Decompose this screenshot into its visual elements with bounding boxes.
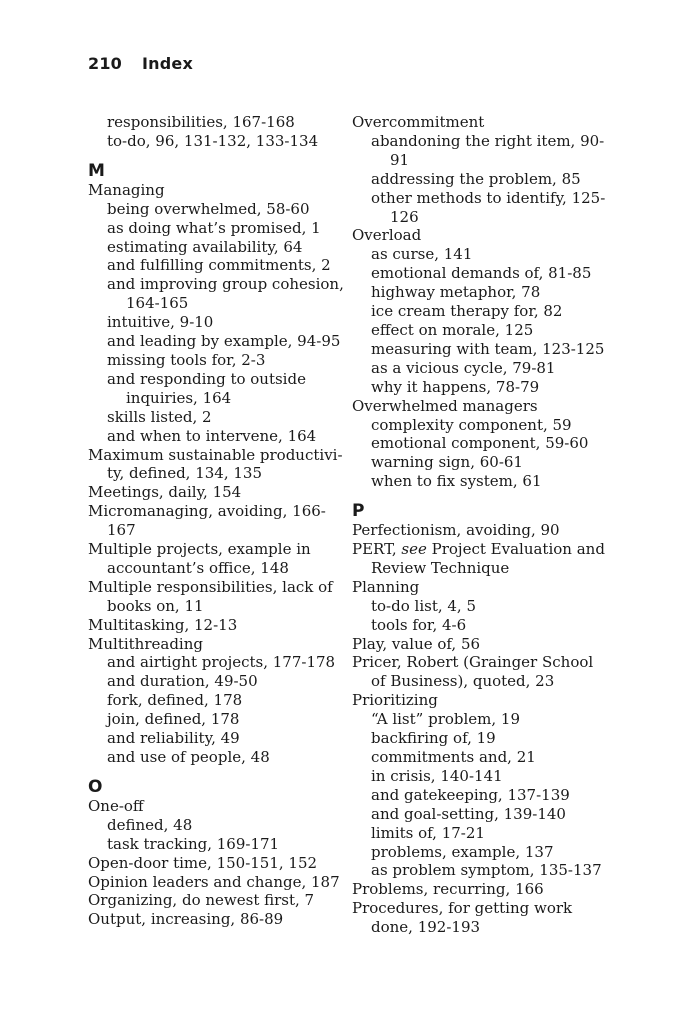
index-subentry: as curse, 141 bbox=[371, 245, 473, 264]
index-entry: Output, increasing, 86-89 bbox=[88, 910, 284, 929]
page-number: 210 bbox=[88, 54, 122, 73]
index-subentry: skills listed, 2 bbox=[107, 407, 212, 426]
index-subentry: intuitive, 9-10 bbox=[107, 313, 214, 332]
section-title: Index bbox=[142, 54, 193, 73]
index-entry: Procedures, for getting work done, 192-193 bbox=[352, 899, 573, 937]
index-subentry: measuring with team, 123-125 bbox=[371, 339, 605, 358]
index-subentry: as a vicious cycle, 79-81 bbox=[371, 358, 556, 377]
index-entry: Prioritizing bbox=[352, 691, 438, 710]
index-subentry: missing tools for, 2-3 bbox=[107, 350, 266, 369]
index-entry: Micromanaging, avoiding, 166-167 bbox=[88, 502, 326, 540]
index-entry: Overload bbox=[352, 226, 422, 245]
index-subentry: defined, 48 bbox=[107, 815, 193, 834]
index-entry: Maximum sustainable productivi-ty, defined, 134, 135 bbox=[88, 445, 343, 483]
index-entry: Open-door time, 150-151, 152 bbox=[88, 853, 318, 872]
index-entry-text: PERT, bbox=[352, 540, 402, 559]
index-entry: Multitasking, 12-13 bbox=[88, 615, 238, 634]
index-entry: Problems, recurring, 166 bbox=[352, 880, 544, 899]
index-subentry: as problem symptom, 135-137 bbox=[371, 861, 602, 880]
index-entry: Pricer, Robert (Grainger School of Business), quoted, 23 bbox=[352, 653, 594, 691]
index-subentry: problems, example, 137 bbox=[371, 842, 554, 861]
page-header bbox=[88, 54, 193, 73]
index-subentry: and reliability, 49 bbox=[107, 729, 240, 748]
index-subentry: and duration, 49-50 bbox=[107, 672, 258, 691]
index-subentry: and gatekeeping, 137-139 bbox=[371, 785, 570, 804]
index-letter-heading: M bbox=[88, 160, 105, 181]
index-subentry: to-do list, 4, 5 bbox=[371, 596, 477, 615]
index-letter-heading: P bbox=[352, 501, 365, 522]
index-entry: Perfectionism, avoiding, 90 bbox=[352, 521, 560, 540]
index-subentry: being overwhelmed, 58-60 bbox=[107, 199, 310, 218]
index-subentry: emotional demands of, 81-85 bbox=[371, 264, 592, 283]
index-subentry: abandoning the right item, 90-91 bbox=[371, 131, 605, 169]
index-subentry: estimating availability, 64 bbox=[107, 237, 303, 256]
index-column-right bbox=[352, 113, 608, 937]
index-subentry: fork, defined, 178 bbox=[107, 691, 243, 710]
index-subentry: backfiring of, 19 bbox=[371, 729, 496, 748]
index-subentry: effect on morale, 125 bbox=[371, 320, 534, 339]
index-subentry: to-do, 96, 131-132, 133-134 bbox=[107, 131, 319, 150]
index-subentry: limits of, 17-21 bbox=[371, 823, 485, 842]
index-cross-reference: see bbox=[401, 540, 427, 559]
index-letter-heading: O bbox=[88, 776, 103, 797]
index-entry: Opinion leaders and change, 187 bbox=[88, 872, 340, 891]
index-subentry: highway metaphor, 78 bbox=[371, 283, 541, 302]
index-column-left bbox=[88, 113, 350, 929]
index-subentry: why it happens, 78-79 bbox=[371, 377, 540, 396]
index-subentry: and when to intervene, 164 bbox=[107, 426, 317, 445]
index-entry: Organizing, do newest first, 7 bbox=[88, 891, 315, 910]
index-entry: Multiple projects, example in accountant’s office, 148 bbox=[88, 540, 311, 577]
index-subentry: and responding to outside inquiries, 164 bbox=[107, 369, 306, 407]
index-subentry: and leading by example, 94-95 bbox=[107, 332, 341, 351]
index-entry: Overcommitment bbox=[352, 113, 485, 131]
index-entry: Multithreading bbox=[88, 634, 203, 653]
index-entry: Overwhelmed managers bbox=[352, 396, 538, 415]
index-subentry: join, defined, 178 bbox=[107, 710, 240, 729]
index-entry: Managing bbox=[88, 180, 165, 199]
index-entry-text: Project Evaluation and Review Technique bbox=[371, 540, 605, 577]
index-subentry: tools for, 4-6 bbox=[371, 615, 467, 634]
index-subentry: emotional component, 59-60 bbox=[371, 434, 589, 453]
index-subentry: when to fix system, 61 bbox=[371, 472, 542, 491]
index-entry: Play, value of, 56 bbox=[352, 634, 481, 653]
index-subentry: and fulfilling commitments, 2 bbox=[107, 256, 331, 275]
index-subentry: and goal-setting, 139-140 bbox=[371, 804, 566, 823]
index-subentry: in crisis, 140-141 bbox=[371, 766, 503, 785]
index-subentry: and airtight projects, 177-178 bbox=[107, 653, 336, 672]
index-entry: Planning bbox=[352, 577, 420, 596]
index-subentry: task tracking, 169-171 bbox=[107, 834, 280, 853]
index-subentry: other methods to identify, 125-126 bbox=[371, 188, 606, 226]
index-entry: One-off bbox=[88, 796, 144, 815]
index-subentry: and improving group cohesion, 164-165 bbox=[107, 275, 344, 313]
index-subentry: as doing what’s promised, 1 bbox=[107, 218, 321, 237]
index-subentry: addressing the problem, 85 bbox=[371, 169, 581, 188]
index-subentry: commitments and, 21 bbox=[371, 748, 536, 766]
index-subentry: and use of people, 48 bbox=[107, 748, 270, 766]
index-entry: Multiple responsibilities, lack of books on, 11 bbox=[88, 577, 333, 615]
index-entry: Meetings, daily, 154 bbox=[88, 483, 242, 502]
index-entry bbox=[352, 540, 608, 578]
index-subentry: complexity component, 59 bbox=[371, 415, 572, 434]
index-subentry: responsibilities, 167-168 bbox=[107, 113, 295, 131]
index-subentry: “A list” problem, 19 bbox=[371, 710, 521, 729]
index-subentry: ice cream therapy for, 82 bbox=[371, 302, 563, 321]
index-subentry: warning sign, 60-61 bbox=[371, 453, 523, 472]
